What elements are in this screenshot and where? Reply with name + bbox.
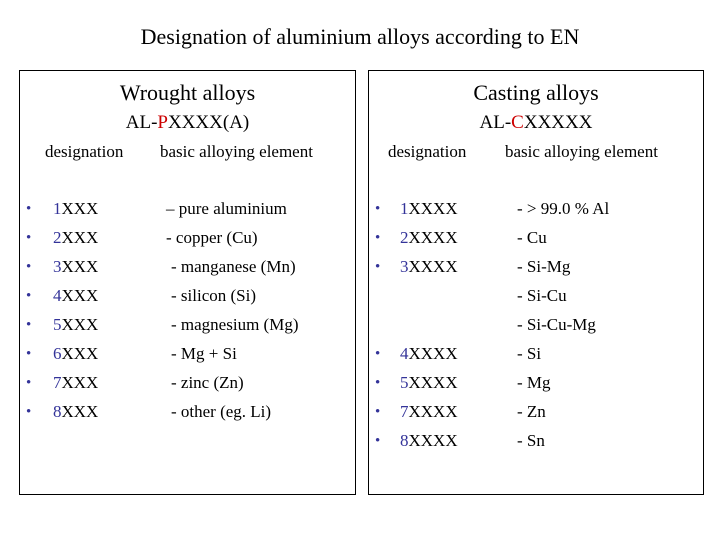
bullet: • [375,375,381,391]
bullet: • [375,346,381,362]
bullet: • [26,317,32,333]
wrought-code-suffix: XXXX(A) [167,112,250,133]
alloying-element: - Zn [517,402,546,421]
casting-col-designation: designation [388,142,467,161]
alloying-element: - Si [517,344,542,363]
designation-code: 7XXXX [400,402,458,421]
alloying-element: - Si-Cu [517,286,567,305]
alloying-element: - Si-Mg [517,257,571,276]
alloying-element: - Mg [517,373,551,392]
designation-code: 7XXX [53,373,99,392]
alloying-element: - copper (Cu) [166,228,258,247]
alloying-element: - magnesium (Mg) [171,315,299,334]
designation-code: 5XXXX [400,373,458,392]
casting-code-suffix: XXXXX [523,112,593,133]
page-title: Designation of aluminium alloys according to EN [140,24,580,49]
alloying-element: - > 99.0 % Al [517,199,610,218]
designation-code: 1XXXX [400,199,458,218]
casting-heading: Casting alloys [473,80,599,105]
designation-code: 1XXX [53,199,99,218]
bullet: • [26,375,32,391]
designation-code: 4XXX [53,286,99,305]
bullet: • [375,433,381,449]
bullet: • [375,259,381,275]
alloying-element: - Si-Cu-Mg [517,315,596,334]
designation-code: 5XXX [53,315,99,334]
wrought-code [20,112,355,134]
designation-code: 2XXX [53,228,99,247]
bullet: • [26,201,32,217]
alloying-element: - manganese (Mn) [171,257,296,276]
bullet: • [26,346,32,362]
bullet: • [26,230,32,246]
casting-col-element: basic alloying element [505,142,658,161]
alloying-element: - Sn [517,431,545,450]
alloying-element: - Cu [517,228,547,247]
designation-code: 8XXXX [400,431,458,450]
bullet: • [375,230,381,246]
bullet: • [375,404,381,420]
alloying-element: - zinc (Zn) [171,373,244,392]
casting-code [369,112,703,134]
designation-code: 3XXXX [400,257,458,276]
designation-code: 4XXXX [400,344,458,363]
designation-code: 6XXX [53,344,99,363]
alloying-element: - silicon (Si) [171,286,256,305]
designation-code: 8XXX [53,402,99,421]
alloying-element: – pure aluminium [166,199,287,218]
designation-code: 3XXX [53,257,99,276]
casting-code-letter: C [511,112,524,133]
wrought-code-letter: P [157,112,168,133]
wrought-code-prefix: AL- [125,112,158,133]
casting-alloys-panel [368,70,704,495]
designation-code: 2XXXX [400,228,458,247]
casting-code-prefix: AL- [479,112,512,133]
wrought-heading: Wrought alloys [119,80,256,105]
bullet: • [26,288,32,304]
wrought-col-designation: designation [45,142,124,161]
alloying-element: - Mg + Si [171,344,237,363]
bullet: • [26,404,32,420]
alloying-element: - other (eg. Li) [171,402,272,421]
wrought-alloys-panel [19,70,356,495]
wrought-col-element: basic alloying element [160,142,313,161]
bullet: • [26,259,32,275]
bullet: • [375,201,381,217]
